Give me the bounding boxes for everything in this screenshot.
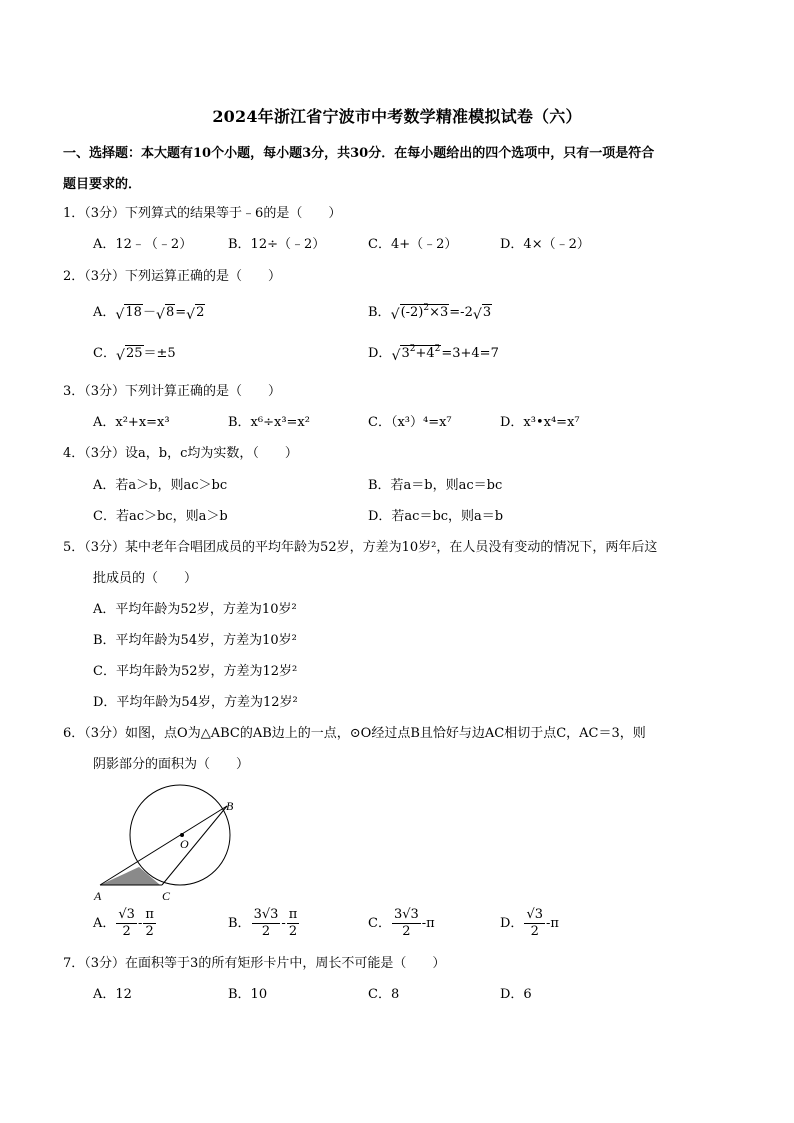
denominator: 2 xyxy=(122,924,131,939)
radical: √ $(-2)^2\times 3$ xyxy=(390,303,449,323)
question-3-option-d: D．x³•x⁴=x⁷ xyxy=(500,415,580,430)
question-4-option-b: B．若a＝b，则ac＝bc xyxy=(368,478,503,493)
page-title: 2024年浙江省宁波市中考数学精准模拟试卷（六） xyxy=(212,107,582,126)
fraction xyxy=(143,907,156,940)
option-label: D． xyxy=(368,346,392,361)
segment-bc xyxy=(162,806,227,885)
question-1-option-d: D．4×（﹣2） xyxy=(500,237,590,252)
radical: √ 2 xyxy=(186,305,205,323)
radicand: 25 xyxy=(125,346,143,361)
question-1-option-c: C．4+（﹣2） xyxy=(368,237,458,252)
numerator: √3 xyxy=(118,907,135,922)
question-7-option-a: A．12 xyxy=(93,987,132,1002)
exponent: 2 xyxy=(409,344,416,354)
numerator: π xyxy=(145,907,154,922)
question-4-option-a: A．若a＞b，则ac＞bc xyxy=(93,478,228,493)
question-7-option-d: D．6 xyxy=(500,987,532,1002)
question-2-option-a xyxy=(93,303,205,323)
expression-rest: -π xyxy=(546,916,559,931)
denominator: 2 xyxy=(530,924,539,939)
numerator: 3√3 xyxy=(393,907,419,922)
numerator: 3√3 xyxy=(253,907,279,922)
question-5-stem-line2: 批成员的（ ） xyxy=(93,571,198,586)
radicand: 18 xyxy=(125,305,142,320)
question-6-option-c xyxy=(368,907,435,940)
question-7-option-c: C．8 xyxy=(368,987,400,1002)
radical: √ 8 xyxy=(155,305,175,323)
exponent: 2 xyxy=(434,344,441,354)
numerator: √3 xyxy=(526,907,543,922)
expression-rest: -π xyxy=(421,916,435,931)
question-4-option-d: D．若ac＝bc，则a＝b xyxy=(368,509,504,524)
segment-ab xyxy=(100,806,227,885)
fraction xyxy=(392,907,421,940)
fraction xyxy=(116,907,137,940)
question-2-option-c xyxy=(93,344,176,364)
option-label: B． xyxy=(368,305,391,320)
question-7-stem: 7．（3分）在面积等于3的所有矩形卡片中，周长不可能是（ ） xyxy=(63,956,446,971)
radicand-base: (-2) xyxy=(400,305,424,320)
radical: √ 25 xyxy=(115,346,143,364)
operator: =-2 xyxy=(449,305,473,320)
question-1-option-b: B．12÷（﹣2） xyxy=(228,237,326,252)
option-label: B． xyxy=(228,916,251,931)
question-5-option-b: B．平均年龄为54岁，方差为10岁² xyxy=(93,633,297,648)
fraction xyxy=(524,907,545,940)
question-3-option-a: A．x²+x=x³ xyxy=(93,415,170,430)
radicand: 8 xyxy=(165,305,175,320)
fraction xyxy=(252,907,281,940)
radical: √ 3 xyxy=(472,305,492,323)
point-label-c: C xyxy=(162,889,171,903)
question-4-option-c: C．若ac＞bc，则a＞b xyxy=(93,509,228,524)
question-5-option-d: D．平均年龄为54岁，方差为12岁² xyxy=(93,695,298,710)
option-label: C． xyxy=(93,346,116,361)
question-2-option-d xyxy=(368,344,499,364)
base: +4 xyxy=(415,346,435,361)
question-2-stem: 2．（3分）下列运算正确的是（ ） xyxy=(63,269,282,284)
expression-rest: =3+4=7 xyxy=(441,346,499,361)
numerator: π xyxy=(288,907,298,922)
option-label: D． xyxy=(500,916,524,931)
question-1-option-a: A．12﹣（﹣2） xyxy=(93,237,193,252)
question-5-option-c: C．平均年龄为52岁，方差为12岁² xyxy=(93,664,298,679)
denominator: 2 xyxy=(402,924,411,939)
question-4-stem: 4．（3分）设a，b，c均为实数，（ ） xyxy=(63,446,298,461)
question-6-option-d xyxy=(500,907,559,940)
question-6-stem-line2: 阴影部分的面积为（ ） xyxy=(93,757,250,772)
question-5-option-a: A．平均年龄为52岁，方差为10岁² xyxy=(93,602,297,617)
circle-tangent-figure xyxy=(90,780,250,905)
radical: √ $3^2+4^2$ xyxy=(391,344,441,364)
exponent: 2 xyxy=(423,303,430,313)
base: 3 xyxy=(401,346,410,361)
radical: √ 18 xyxy=(115,305,142,323)
question-3-option-c: C．（x³）⁴=x⁷ xyxy=(368,415,452,430)
question-7-option-b: B．10 xyxy=(228,987,268,1002)
option-label: A． xyxy=(93,305,116,320)
question-3-stem: 3．（3分）下列计算正确的是（ ） xyxy=(63,384,282,399)
question-3-option-b: B．x⁶÷x³=x² xyxy=(228,415,310,430)
radicand: 3 xyxy=(482,305,492,320)
question-6-stem-line1: 6．（3分）如图，点O为△ABC的AB边上的一点，⊙O经过点B且恰好与边AC相切于点C，AC＝3，则 xyxy=(63,726,646,741)
operator: = xyxy=(175,305,187,320)
section-heading-line2: 题目要求的． xyxy=(63,177,142,192)
operator: - xyxy=(137,916,143,931)
question-5-stem-line1: 5．（3分）某中老年合唱团成员的平均年龄为52岁，方差为10岁²，在人员没有变动的情况下，两年后这 xyxy=(63,540,658,555)
question-1-stem: 1．（3分）下列算式的结果等于﹣6的是（ ） xyxy=(63,206,342,221)
option-label: A． xyxy=(93,916,116,931)
option-label: C． xyxy=(368,916,391,931)
denominator: 2 xyxy=(261,924,271,939)
section-heading-line1: 一、选择题：本大题有10个小题，每小题3分，共30分．在每小题给出的四个选项中，只有一项是符合 xyxy=(63,146,655,161)
expression-rest: ＝±5 xyxy=(143,346,176,361)
denominator: 2 xyxy=(145,924,154,939)
point-label-b: B xyxy=(226,799,234,813)
operator: － xyxy=(142,305,156,320)
question-6-option-b xyxy=(228,907,300,940)
question-2-option-b xyxy=(368,303,492,323)
radicand: 2 xyxy=(196,305,205,320)
radicand-rest: ×3 xyxy=(429,305,449,320)
point-label-o: O xyxy=(180,837,189,851)
denominator: 2 xyxy=(288,924,298,939)
point-label-a: A xyxy=(94,889,102,903)
operator: - xyxy=(281,916,286,931)
fraction xyxy=(287,907,300,940)
question-6-option-a xyxy=(93,907,157,940)
